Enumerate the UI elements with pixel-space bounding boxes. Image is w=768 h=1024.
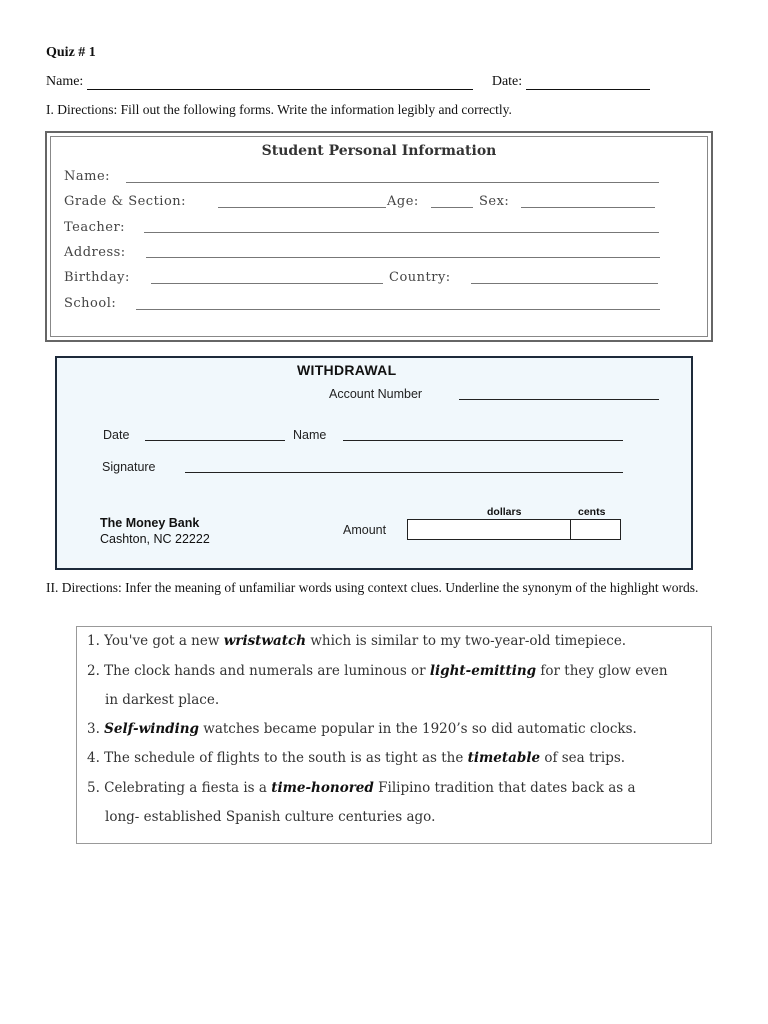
dollars-label: dollars [487, 506, 522, 518]
account-number-line[interactable] [459, 399, 659, 400]
student-name-label: Name: [64, 169, 111, 184]
country-line[interactable] [471, 283, 658, 284]
birthday-label: Birthday: [64, 270, 130, 285]
amount-divider [570, 520, 571, 539]
amount-label: Amount [343, 523, 387, 537]
school-line[interactable] [136, 309, 660, 310]
name-blank[interactable] [87, 77, 473, 90]
grade-section-line[interactable] [218, 207, 386, 208]
withdrawal-name-label: Name [293, 428, 327, 442]
date-blank[interactable] [526, 77, 650, 90]
list-item: 4. The schedule of flights to the south is as tight as the timetable of sea trips. [87, 750, 626, 766]
bank-address: Cashton, NC 22222 [100, 532, 210, 546]
address-label: Address: [64, 245, 126, 260]
sex-label: Sex: [479, 194, 510, 209]
student-info-form [45, 131, 713, 342]
date-label: Date: [491, 74, 523, 89]
name-date-row [46, 74, 686, 90]
list-item: 5. Celebrating a fiesta is a time-honored Filipino tradition that dates back as a [87, 780, 636, 796]
context-clues-box [76, 626, 712, 844]
student-name-line[interactable] [126, 182, 659, 183]
school-label: School: [64, 296, 117, 311]
age-label: Age: [387, 194, 419, 209]
quiz-title: Quiz # 1 [46, 45, 96, 60]
birthday-line[interactable] [151, 283, 383, 284]
cents-label: cents [578, 506, 606, 518]
list-item: 1. You've got a new wristwatch which is similar to my two-year-old timepiece. [87, 633, 627, 649]
list-item-continued: in darkest place. [105, 692, 220, 708]
withdrawal-date-line[interactable] [145, 440, 285, 441]
amount-box[interactable] [407, 519, 621, 540]
age-line[interactable] [431, 207, 473, 208]
sex-line[interactable] [521, 207, 655, 208]
teacher-label: Teacher: [64, 220, 126, 235]
name-label: Name: [46, 74, 84, 89]
grade-section-label: Grade & Section: [64, 194, 187, 209]
withdrawal-date-label: Date [103, 428, 130, 442]
signature-line[interactable] [185, 472, 623, 473]
list-item: 2. The clock hands and numerals are luminous or light-emitting for they glow even [87, 663, 668, 679]
country-label: Country: [389, 270, 451, 285]
withdrawal-name-line[interactable] [343, 440, 623, 441]
address-line[interactable] [146, 257, 660, 258]
list-item: 3. Self-winding watches became popular in the 1920’s so did automatic clocks. [87, 721, 637, 737]
teacher-line[interactable] [144, 232, 659, 233]
withdrawal-title: WITHDRAWAL [297, 362, 397, 378]
part2-directions: II. Directions: Infer the meaning of unfamiliar words using context clues. Underline the synonym of the highlight words. [46, 580, 699, 595]
account-number-label: Account Number [329, 387, 423, 401]
signature-label: Signature [102, 460, 156, 474]
part1-directions: I. Directions: Fill out the following forms. Write the information legibly and correctly. [46, 102, 512, 117]
student-info-title: Student Personal Information [261, 143, 497, 159]
withdrawal-slip [55, 356, 693, 570]
bank-name: The Money Bank [100, 516, 200, 530]
list-item-continued: long- established Spanish culture centuries ago. [105, 809, 436, 825]
